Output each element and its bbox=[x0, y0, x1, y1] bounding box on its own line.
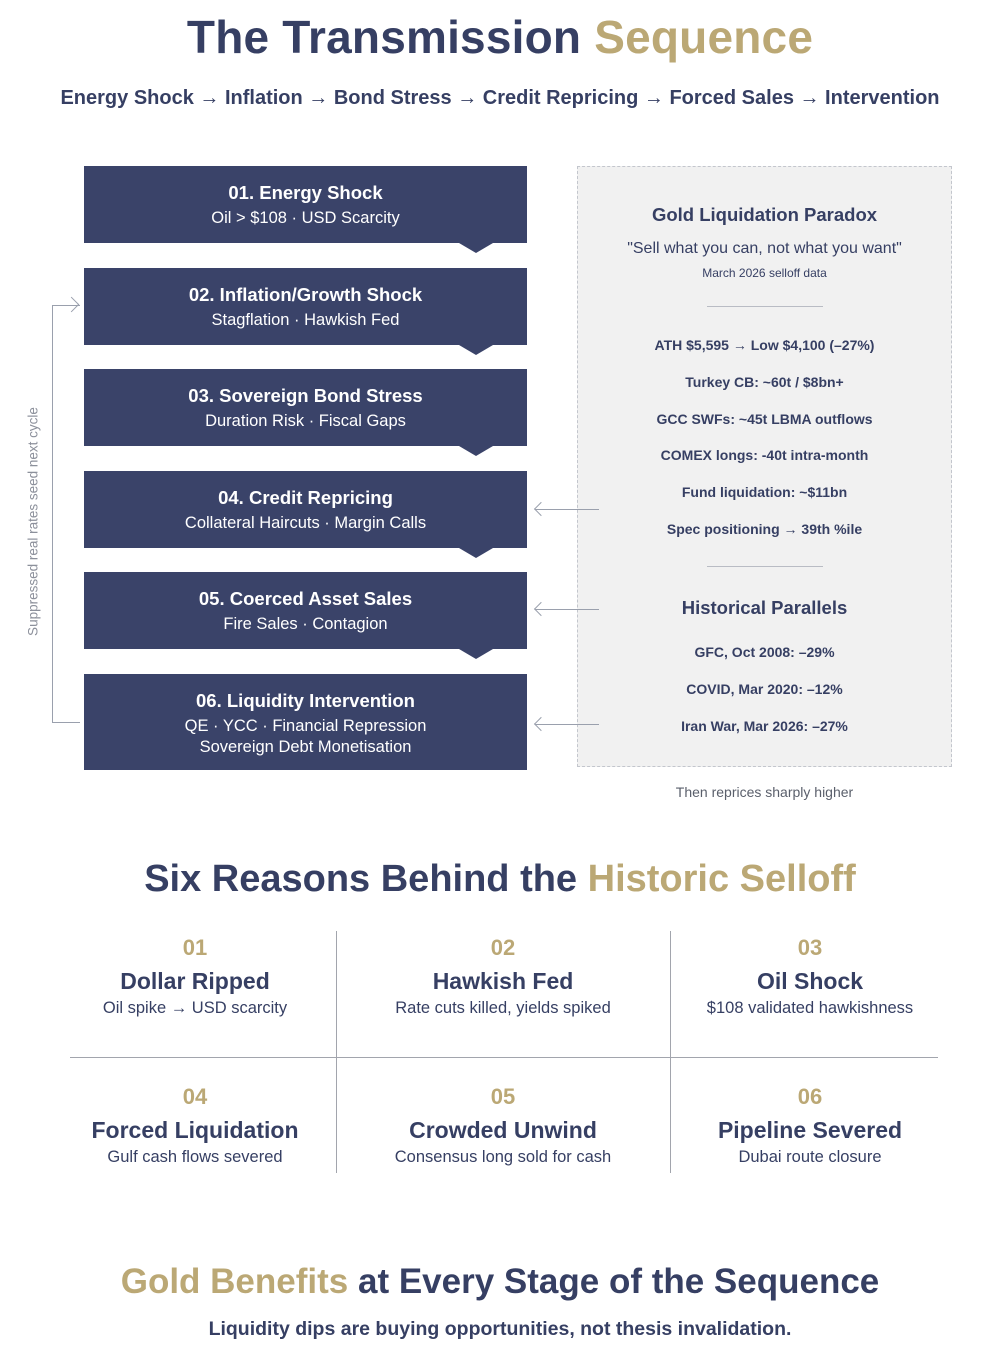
step-title: 02. Inflation/Growth Shock bbox=[188, 284, 423, 305]
sequence-subtitle: Energy Shock → Inflation → Bond Stress → Credit Repricing → Forced Sales → Intervention bbox=[60, 87, 940, 109]
reason-subtitle: Consensus long sold for cash bbox=[394, 1148, 612, 1166]
loop-label: Suppressed real rates seed next cycle bbox=[25, 407, 41, 636]
step-title: 03. Sovereign Bond Stress bbox=[188, 385, 423, 406]
arrow-to-step-06-icon bbox=[535, 724, 599, 725]
reason-title: Crowded Unwind bbox=[409, 1117, 597, 1143]
reason-number: 02 bbox=[490, 935, 516, 960]
reasons-title-main: Six Reasons Behind the bbox=[144, 858, 578, 900]
closing-title-accent: Gold Benefits bbox=[120, 1262, 349, 1301]
closing-title-main: at Every Stage of the Sequence bbox=[357, 1262, 880, 1301]
step-subtitle-2: Sovereign Debt Monetisation bbox=[199, 738, 412, 756]
step-01-box bbox=[84, 166, 527, 243]
panel-stat: Turkey CB: ~60t / $8bn+ bbox=[685, 374, 844, 390]
reason-card-01 bbox=[40, 935, 350, 1019]
step-title: 06. Liquidity Intervention bbox=[196, 690, 415, 711]
step-05-box bbox=[84, 572, 527, 649]
panel-divider bbox=[707, 306, 823, 307]
panel-stat: GCC SWFs: ~45t LBMA outflows bbox=[656, 411, 873, 427]
step-title: 04. Credit Repricing bbox=[218, 487, 393, 508]
parallel-item: COVID, Mar 2020: –12% bbox=[686, 681, 843, 697]
panel-note: March 2026 selloff data bbox=[702, 266, 827, 280]
panel-caption: Then reprices sharply higher bbox=[675, 784, 854, 800]
page-title-accent: Sequence bbox=[594, 11, 814, 63]
reasons-title-accent: Historic Selloff bbox=[587, 858, 856, 900]
closing-title bbox=[0, 1262, 1000, 1302]
step-title: 05. Coerced Asset Sales bbox=[198, 588, 413, 609]
reason-subtitle: Gulf cash flows severed bbox=[107, 1148, 283, 1166]
reason-card-06 bbox=[655, 1084, 965, 1168]
reason-title: Dollar Ripped bbox=[120, 968, 270, 994]
closing-subtitle: Liquidity dips are buying opportunities, not thesis invalidation. bbox=[208, 1318, 792, 1340]
reason-card-04 bbox=[40, 1084, 350, 1168]
step-subtitle: QE · YCC · Financial Repression bbox=[184, 717, 427, 735]
panel-stat: Fund liquidation: ~$11bn bbox=[681, 484, 848, 500]
step-04-box bbox=[84, 471, 527, 548]
parallel-item: GFC, Oct 2008: –29% bbox=[694, 644, 835, 660]
panel-quote: "Sell what you can, not what you want" bbox=[627, 240, 902, 257]
gold-paradox-panel bbox=[577, 166, 952, 767]
reasons-title bbox=[0, 858, 1000, 901]
panel-stat: ATH $5,595 → Low $4,100 (–27%) bbox=[654, 337, 875, 353]
reason-number: 05 bbox=[490, 1084, 516, 1109]
reason-title: Oil Shock bbox=[756, 968, 864, 994]
reason-title: Hawkish Fed bbox=[432, 968, 574, 994]
reason-title: Pipeline Severed bbox=[717, 1117, 903, 1143]
parallel-item: Iran War, Mar 2026: –27% bbox=[681, 718, 848, 734]
reason-card-02 bbox=[348, 935, 658, 1019]
panel-stat: COMEX longs: -40t intra-month bbox=[660, 447, 869, 463]
step-03-box bbox=[84, 369, 527, 446]
feedback-loop-connector bbox=[52, 305, 80, 723]
reason-number: 01 bbox=[182, 935, 208, 960]
step-subtitle: Oil > $108 · USD Scarcity bbox=[211, 209, 400, 227]
step-06-box bbox=[84, 674, 527, 770]
step-02-box bbox=[84, 268, 527, 345]
reason-title: Forced Liquidation bbox=[91, 1117, 299, 1143]
parallels-title: Historical Parallels bbox=[681, 597, 848, 618]
grid-divider-horizontal bbox=[70, 1057, 938, 1058]
step-subtitle: Fire Sales · Contagion bbox=[223, 615, 388, 633]
reason-subtitle: $108 validated hawkishness bbox=[706, 999, 914, 1017]
reason-number: 04 bbox=[182, 1084, 208, 1109]
reason-subtitle: Oil spike → USD scarcity bbox=[102, 999, 288, 1017]
reason-subtitle: Dubai route closure bbox=[738, 1148, 882, 1166]
reason-card-05 bbox=[348, 1084, 658, 1168]
step-title: 01. Energy Shock bbox=[228, 182, 383, 203]
page-title bbox=[0, 10, 1000, 64]
panel-title: Gold Liquidation Paradox bbox=[651, 204, 878, 225]
panel-divider bbox=[707, 566, 823, 567]
panel-stat: Spec positioning → 39th %ile bbox=[666, 521, 863, 537]
step-subtitle: Duration Risk · Fiscal Gaps bbox=[205, 412, 406, 430]
arrow-to-step-04-icon bbox=[535, 509, 599, 510]
step-subtitle: Collateral Haircuts · Margin Calls bbox=[184, 514, 427, 532]
reason-number: 03 bbox=[797, 935, 823, 960]
step-subtitle: Stagflation · Hawkish Fed bbox=[211, 311, 400, 329]
reason-card-03 bbox=[655, 935, 965, 1019]
page-title-main: The Transmission bbox=[186, 11, 582, 63]
arrow-to-step-05-icon bbox=[535, 609, 599, 610]
reason-number: 06 bbox=[797, 1084, 823, 1109]
reason-subtitle: Rate cuts killed, yields spiked bbox=[395, 999, 611, 1017]
